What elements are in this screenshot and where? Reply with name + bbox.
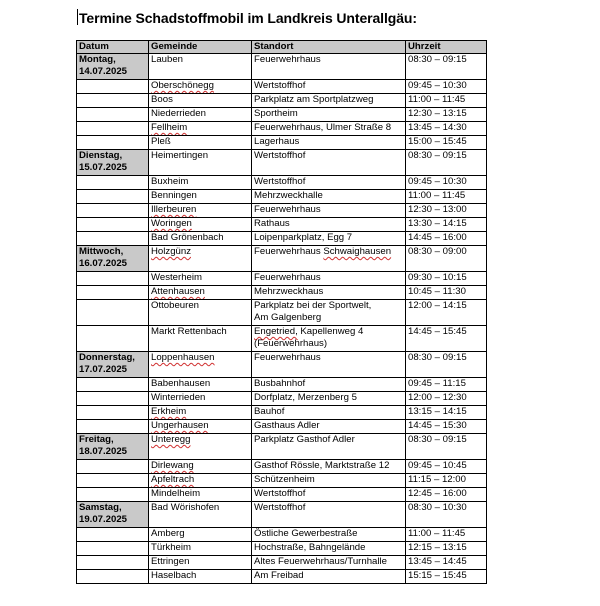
standort-cell [252, 378, 406, 392]
gemeinde-cell [149, 286, 252, 300]
uhrzeit-cell-text: 14:45 – 15:45 [408, 326, 467, 337]
empty-date-cell [77, 272, 149, 286]
uhrzeit-cell [406, 474, 487, 488]
gemeinde-cell-text: Amberg [151, 528, 185, 539]
table-row [77, 176, 487, 190]
date-cell [77, 434, 149, 460]
gemeinde-cell-text: Erkheim [151, 406, 187, 417]
standort-line: Mehrzweckhaus [254, 286, 324, 297]
table-row [77, 474, 487, 488]
header-gemeinde: Gemeinde [149, 41, 252, 54]
table-row [77, 218, 487, 232]
standort-cell [252, 406, 406, 420]
gemeinde-cell-text: Niederrieden [151, 108, 206, 119]
standort-line: Feuerwehrhaus [254, 54, 321, 65]
standort-line: Altes Feuerwehrhaus/Turnhalle [254, 556, 387, 567]
gemeinde-cell-text: Apfeltrach [151, 474, 195, 485]
standort-cell [252, 570, 406, 584]
standort-line: Feuerwehrhaus [254, 204, 321, 215]
table-row [77, 54, 487, 80]
gemeinde-cell-text: Fellheim [151, 122, 188, 133]
gemeinde-cell-text: Buxheim [151, 176, 189, 187]
standort-line: Sportheim [254, 108, 298, 119]
table-row [77, 232, 487, 246]
gemeinde-cell-text: Pleß [151, 136, 171, 147]
gemeinde-cell [149, 556, 252, 570]
gemeinde-cell [149, 122, 252, 136]
standort-line: Parkplatz Gasthof Adler [254, 434, 355, 445]
uhrzeit-cell [406, 570, 487, 584]
uhrzeit-cell-text: 09:45 – 10:45 [408, 460, 467, 471]
table-row [77, 420, 487, 434]
date: 17.07.2025 [79, 364, 128, 375]
table-row [77, 556, 487, 570]
gemeinde-cell-text: Haselbach [151, 570, 197, 581]
weekday: Mittwoch, [79, 246, 124, 257]
table-header-row [77, 41, 487, 54]
standort-cell [252, 246, 406, 272]
table-row [77, 94, 487, 108]
gemeinde-cell [149, 218, 252, 232]
schedule-body [77, 54, 487, 584]
table-row [77, 460, 487, 474]
uhrzeit-cell [406, 218, 487, 232]
uhrzeit-cell [406, 122, 487, 136]
gemeinde-cell [149, 326, 252, 352]
uhrzeit-cell-text: 11:15 – 12:00 [408, 474, 466, 485]
uhrzeit-cell-text: 11:00 – 11:45 [408, 94, 466, 105]
gemeinde-cell [149, 108, 252, 122]
gemeinde-cell [149, 272, 252, 286]
standort-line: Lagerhaus [254, 136, 300, 147]
uhrzeit-cell-text: 09:30 – 10:15 [408, 272, 467, 283]
uhrzeit-cell [406, 176, 487, 190]
uhrzeit-cell-text: 09:45 – 10:30 [408, 80, 467, 91]
uhrzeit-cell [406, 136, 487, 150]
empty-date-cell [77, 488, 149, 502]
gemeinde-cell [149, 460, 252, 474]
empty-date-cell [77, 460, 149, 474]
gemeinde-cell-text: Dirlewang [151, 460, 194, 471]
empty-date-cell [77, 542, 149, 556]
gemeinde-cell-text: Winterrieden [151, 392, 206, 403]
standort-line: Busbahnhof [254, 378, 306, 389]
standort-line: Hochstraße, Bahngelände [254, 542, 366, 553]
table-row [77, 246, 487, 272]
gemeinde-cell [149, 474, 252, 488]
table-row [77, 108, 487, 122]
uhrzeit-cell [406, 286, 487, 300]
standort-cell [252, 272, 406, 286]
standort-cell [252, 204, 406, 218]
standort-cell [252, 150, 406, 176]
schedule-table [76, 40, 487, 584]
uhrzeit-cell-text: 12:00 – 12:30 [408, 392, 467, 403]
gemeinde-cell [149, 392, 252, 406]
empty-date-cell [77, 528, 149, 542]
uhrzeit-cell [406, 460, 487, 474]
empty-date-cell [77, 300, 149, 326]
header-uhrzeit: Uhrzeit [406, 41, 487, 54]
empty-date-cell [77, 570, 149, 584]
gemeinde-cell-text: Bad Wörishofen [151, 502, 220, 513]
uhrzeit-cell [406, 204, 487, 218]
gemeinde-cell [149, 378, 252, 392]
table-row [77, 542, 487, 556]
gemeinde-cell [149, 232, 252, 246]
gemeinde-cell [149, 528, 252, 542]
gemeinde-cell-text: Attenhausen [151, 286, 205, 297]
standort-line: Gasthof Rössle, Marktstraße 12 [254, 460, 390, 471]
table-row [77, 136, 487, 150]
standort-line-2: Am Galgenberg [254, 312, 322, 323]
uhrzeit-cell [406, 94, 487, 108]
uhrzeit-cell [406, 246, 487, 272]
uhrzeit-cell [406, 420, 487, 434]
gemeinde-cell-text: Mindelheim [151, 488, 201, 499]
gemeinde-cell [149, 204, 252, 218]
weekday: Donnerstag, [79, 352, 135, 363]
empty-date-cell [77, 136, 149, 150]
uhrzeit-cell [406, 528, 487, 542]
weekday: Freitag, [79, 434, 114, 445]
table-row [77, 392, 487, 406]
standort-line: Östliche Gewerbestraße [254, 528, 358, 539]
empty-date-cell [77, 94, 149, 108]
uhrzeit-cell-text: 15:00 – 15:45 [408, 136, 467, 147]
gemeinde-cell [149, 420, 252, 434]
uhrzeit-cell-text: 13:30 – 14:15 [408, 218, 467, 229]
uhrzeit-cell-text: 15:15 – 15:45 [408, 570, 467, 581]
date: 14.07.2025 [79, 66, 128, 77]
gemeinde-cell-text: Lauben [151, 54, 184, 65]
standort-line: Feuerwehrhaus [254, 352, 321, 363]
standort-cell [252, 190, 406, 204]
header-standort: Standort [252, 41, 406, 54]
gemeinde-cell-text: Babenhausen [151, 378, 211, 389]
uhrzeit-cell [406, 352, 487, 378]
table-row [77, 204, 487, 218]
uhrzeit-cell [406, 556, 487, 570]
gemeinde-cell [149, 54, 252, 80]
table-row [77, 406, 487, 420]
gemeinde-cell-text: Ettringen [151, 556, 190, 567]
document-title: Termine Schadstoffmobil im Landkreis Unterallgäu: [79, 10, 417, 26]
table-row [77, 488, 487, 502]
gemeinde-cell-text: Woringen [151, 218, 192, 229]
standort-cell [252, 108, 406, 122]
table-row [77, 502, 487, 528]
standort-line: Schützenheim [254, 474, 315, 485]
empty-date-cell [77, 378, 149, 392]
standort-cell [252, 286, 406, 300]
gemeinde-cell-text: Holzgünz [151, 246, 191, 257]
standort-line: Feuerwehrhaus, Ulmer Straße 8 [254, 122, 392, 133]
empty-date-cell [77, 80, 149, 94]
uhrzeit-cell-text: 08:30 – 10:30 [408, 502, 467, 513]
uhrzeit-cell [406, 502, 487, 528]
date: 15.07.2025 [79, 162, 128, 173]
uhrzeit-cell [406, 542, 487, 556]
date: 16.07.2025 [79, 258, 128, 269]
gemeinde-cell-text: Ungerhausen [151, 420, 209, 431]
uhrzeit-cell [406, 300, 487, 326]
standort-cell [252, 434, 406, 460]
standort-line: Engetried, Kapellenweg 4 [254, 326, 364, 337]
empty-date-cell [77, 190, 149, 204]
uhrzeit-cell-text: 11:00 – 11:45 [408, 528, 466, 539]
gemeinde-cell [149, 150, 252, 176]
standort-line: Dorfplatz, Merzenberg 5 [254, 392, 357, 403]
table-row [77, 122, 487, 136]
standort-line: Rathaus [254, 218, 290, 229]
text-cursor [77, 9, 78, 25]
gemeinde-cell-text: Unteregg [151, 434, 191, 445]
uhrzeit-cell [406, 378, 487, 392]
standort-cell [252, 136, 406, 150]
standort-cell [252, 218, 406, 232]
uhrzeit-cell [406, 488, 487, 502]
standort-cell [252, 542, 406, 556]
empty-date-cell [77, 286, 149, 300]
standort-cell [252, 300, 406, 326]
gemeinde-cell-text: Benningen [151, 190, 197, 201]
gemeinde-cell [149, 542, 252, 556]
uhrzeit-cell-text: 13:45 – 14:30 [408, 122, 467, 133]
weekday: Samstag, [79, 502, 122, 513]
table-row [77, 378, 487, 392]
uhrzeit-cell-text: 13:15 – 14:15 [408, 406, 467, 417]
standort-line: Wertstoffhof [254, 150, 306, 161]
standort-cell [252, 54, 406, 80]
standort-cell [252, 528, 406, 542]
gemeinde-cell-text: Ottobeuren [151, 300, 200, 311]
gemeinde-cell [149, 246, 252, 272]
header-datum: Datum [77, 41, 149, 54]
standort-cell [252, 232, 406, 246]
gemeinde-cell [149, 352, 252, 378]
uhrzeit-cell [406, 272, 487, 286]
weekday: Dienstag, [79, 150, 123, 161]
date: 18.07.2025 [79, 446, 128, 457]
table-row [77, 434, 487, 460]
gemeinde-cell [149, 570, 252, 584]
standort-line: Bauhof [254, 406, 285, 417]
date-cell [77, 54, 149, 80]
table-row [77, 570, 487, 584]
standort-cell [252, 420, 406, 434]
standort-line: Parkplatz am Sportplatzweg [254, 94, 374, 105]
gemeinde-cell [149, 190, 252, 204]
standort-line: Parkplatz bei der Sportwelt, [254, 300, 372, 311]
empty-date-cell [77, 326, 149, 352]
table-row [77, 300, 487, 326]
table-row [77, 352, 487, 378]
gemeinde-cell-text: Heimertingen [151, 150, 209, 161]
weekday: Montag, [79, 54, 116, 65]
uhrzeit-cell-text: 08:30 – 09:15 [408, 352, 467, 363]
empty-date-cell [77, 420, 149, 434]
uhrzeit-cell-text: 08:30 – 09:15 [408, 434, 467, 445]
empty-date-cell [77, 556, 149, 570]
uhrzeit-cell-text: 09:45 – 10:30 [408, 176, 467, 187]
gemeinde-cell [149, 406, 252, 420]
standort-cell [252, 460, 406, 474]
gemeinde-cell-text: Bad Grönenbach [151, 232, 224, 243]
gemeinde-cell [149, 434, 252, 460]
empty-date-cell [77, 474, 149, 488]
standort-cell [252, 352, 406, 378]
gemeinde-cell-text: Loppenhausen [151, 352, 215, 363]
gemeinde-cell [149, 176, 252, 190]
uhrzeit-cell-text: 12:30 – 13:00 [408, 204, 467, 215]
standort-line: Loipenparkplatz, Egg 7 [254, 232, 353, 243]
uhrzeit-cell-text: 12:30 – 13:15 [408, 108, 467, 119]
uhrzeit-cell-text: 12:45 – 16:00 [408, 488, 467, 499]
standort-line: Wertstoffhof [254, 80, 306, 91]
gemeinde-cell-text: Boos [151, 94, 173, 105]
standort-cell [252, 502, 406, 528]
standort-cell [252, 392, 406, 406]
table-row [77, 80, 487, 94]
table-row [77, 286, 487, 300]
date-cell [77, 502, 149, 528]
uhrzeit-cell [406, 190, 487, 204]
uhrzeit-cell-text: 14:45 – 16:00 [408, 232, 467, 243]
uhrzeit-cell-text: 14:45 – 15:30 [408, 420, 467, 431]
uhrzeit-cell [406, 232, 487, 246]
uhrzeit-cell-text: 12:00 – 14:15 [408, 300, 467, 311]
standort-cell [252, 80, 406, 94]
standort-line: Wertstoffhof [254, 502, 306, 513]
date-cell [77, 352, 149, 378]
gemeinde-cell [149, 136, 252, 150]
uhrzeit-cell-text: 08:30 – 09:15 [408, 54, 467, 65]
uhrzeit-cell-text: 13:45 – 14:45 [408, 556, 467, 567]
date-cell [77, 150, 149, 176]
standort-line: Feuerwehrhaus [254, 272, 321, 283]
uhrzeit-cell [406, 54, 487, 80]
standort-cell [252, 176, 406, 190]
empty-date-cell [77, 122, 149, 136]
gemeinde-cell-text: Westerheim [151, 272, 203, 283]
uhrzeit-cell-text: 08:30 – 09:00 [408, 246, 467, 257]
uhrzeit-cell [406, 406, 487, 420]
standort-cell [252, 488, 406, 502]
gemeinde-cell [149, 488, 252, 502]
uhrzeit-cell-text: 08:30 – 09:15 [408, 150, 467, 161]
empty-date-cell [77, 406, 149, 420]
uhrzeit-cell [406, 108, 487, 122]
standort-line: Gasthaus Adler [254, 420, 320, 431]
uhrzeit-cell-text: 10:45 – 11:30 [408, 286, 466, 297]
standort-line: Am Freibad [254, 570, 304, 581]
gemeinde-cell [149, 80, 252, 94]
date: 19.07.2025 [79, 514, 128, 525]
empty-date-cell [77, 204, 149, 218]
uhrzeit-cell [406, 434, 487, 460]
standort-cell [252, 122, 406, 136]
empty-date-cell [77, 108, 149, 122]
gemeinde-cell-text: Illerbeuren [151, 204, 197, 215]
standort-line: Wertstoffhof [254, 488, 306, 499]
standort-cell [252, 94, 406, 108]
standort-cell [252, 474, 406, 488]
gemeinde-cell [149, 502, 252, 528]
gemeinde-cell [149, 300, 252, 326]
date-cell [77, 246, 149, 272]
gemeinde-cell-text: Oberschönegg [151, 80, 214, 91]
uhrzeit-cell [406, 150, 487, 176]
uhrzeit-cell [406, 326, 487, 352]
table-row [77, 326, 487, 352]
table-row [77, 528, 487, 542]
standort-line: Wertstoffhof [254, 176, 306, 187]
table-row [77, 150, 487, 176]
uhrzeit-cell-text: 09:45 – 11:15 [408, 378, 466, 389]
standort-cell [252, 326, 406, 352]
standort-cell [252, 556, 406, 570]
standort-line: Feuerwehrhaus Schwaighausen [254, 246, 392, 257]
uhrzeit-cell-text: 11:00 – 11:45 [408, 190, 466, 201]
gemeinde-cell-text: Türkheim [151, 542, 191, 553]
empty-date-cell [77, 392, 149, 406]
standort-line-2: (Feuerwehrhaus) [254, 338, 328, 349]
uhrzeit-cell [406, 80, 487, 94]
table-row [77, 272, 487, 286]
empty-date-cell [77, 232, 149, 246]
empty-date-cell [77, 218, 149, 232]
empty-date-cell [77, 176, 149, 190]
standort-line: Mehrzweckhalle [254, 190, 323, 201]
uhrzeit-cell [406, 392, 487, 406]
uhrzeit-cell-text: 12:15 – 13:15 [408, 542, 467, 553]
gemeinde-cell-text: Markt Rettenbach [151, 326, 227, 337]
table-row [77, 190, 487, 204]
gemeinde-cell [149, 94, 252, 108]
